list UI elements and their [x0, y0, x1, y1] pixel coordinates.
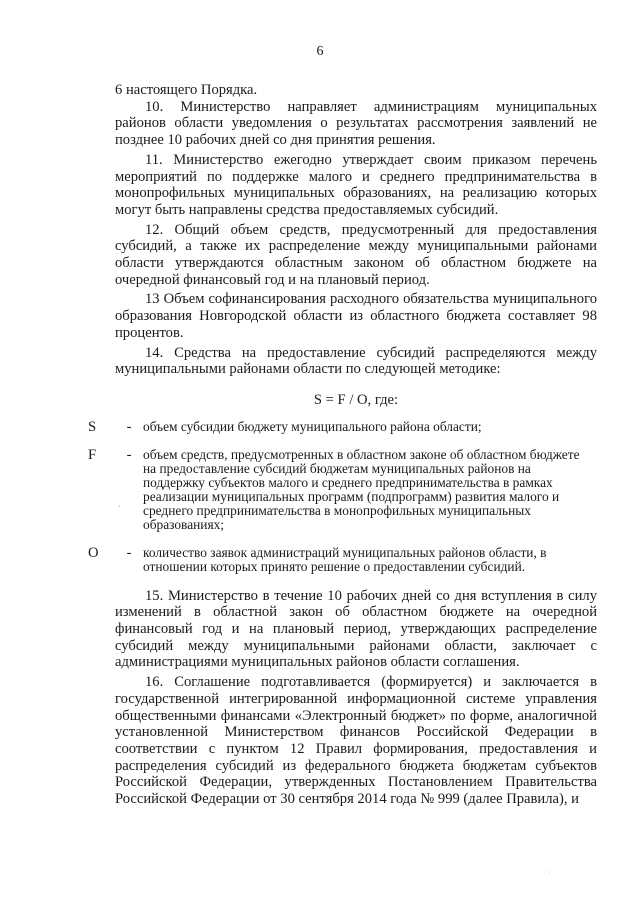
paragraph-13: 13 Объем софинансирования расходного обязательства муниципального образования Новгородской области из областного бюджета составляет 98 процентов. — [115, 291, 597, 341]
definition-f — [88, 448, 597, 532]
definition-dash: - — [126, 446, 132, 463]
definition-o — [88, 546, 597, 574]
definition-s — [88, 420, 597, 434]
definition-dash: - — [126, 544, 132, 561]
paragraph-15: 15. Министерство в течение 10 рабочих дней со дня вступления в силу изменений в областной закон об областном бюджете на очередной финансовый год и на плановый период, утверждающих распределение субсидий между муниципальными районами области, заключает с администрациями муниципальных районов области соглашения. — [115, 587, 597, 671]
definition-symbol: O — [88, 544, 99, 561]
paragraph-14: 14. Средства на предоставление субсидий распределяются между муниципальными районами области по следующей методике: — [115, 344, 597, 378]
scan-speck: · — [118, 502, 121, 511]
paragraph-12: 12. Общий объем средств, предусмотренный для предоставления субсидий, а также их распределение между муниципальными районами области утверждаются областным законом об областном бюджете на очередной финансовый год и на плановый период. — [115, 221, 597, 288]
definition-text: количество заявок администраций муниципальных районов области, в отношении которых принято решение о предоставлении субсидий. — [143, 544, 547, 574]
paragraph-continuation: 6 настоящего Порядка. — [115, 82, 258, 98]
page-number: 6 — [316, 44, 324, 59]
definition-symbol: S — [88, 418, 97, 435]
document-body — [88, 82, 597, 808]
definition-dash: - — [126, 418, 132, 435]
formula: S = F / O, где: — [313, 391, 399, 408]
definitions-list — [88, 418, 597, 574]
paragraph-10: 10. Министерство направляет администрациям муниципальных районов области уведомления о результатах рассмотрения заявлений не позднее 10 рабочих дней со дня принятия решения. — [115, 98, 597, 149]
paragraph-16: 16. Соглашение подготавливается (формируется) и заключается в государственной интегрированной информационной системе управления общественными финансами «Электронный бюджет» по форме, аналогичной установленной Министерством финансов Российской Федерации в соответствии с пунктом 12 Правил формирования, предоставления и распределения субсидий из федерального бюджета бюджетам субъектов Российской Федерации, утвержденных Постановлением Правительства Российской Федерации от 30 сентября 2014 года № 999 (далее Правила), и — [115, 674, 597, 808]
scan-speck: · — [548, 868, 551, 877]
definition-text: объем средств, предусмотренных в областном законе об областном бюджете на предоставление субсидий бюджетам муниципальных районов на поддержку субъектов малого и среднего предпринимательства в рамках реализации муниципальных программ (подпрограмм) развития малого и среднего предпринимательства в монопрофильных муниципальных образованиях; — [143, 446, 580, 532]
paragraph-11: 11. Министерство ежегодно утверждает своим приказом перечень мероприятий по поддержке малого и среднего предпринимательства в монопрофильных муниципальных образованиях, на реализацию которых могут быть направлены средства предоставляемых субсидий. — [115, 151, 597, 218]
definition-symbol: F — [88, 446, 97, 463]
definition-text: объем субсидии бюджету муниципального района области; — [143, 418, 482, 434]
